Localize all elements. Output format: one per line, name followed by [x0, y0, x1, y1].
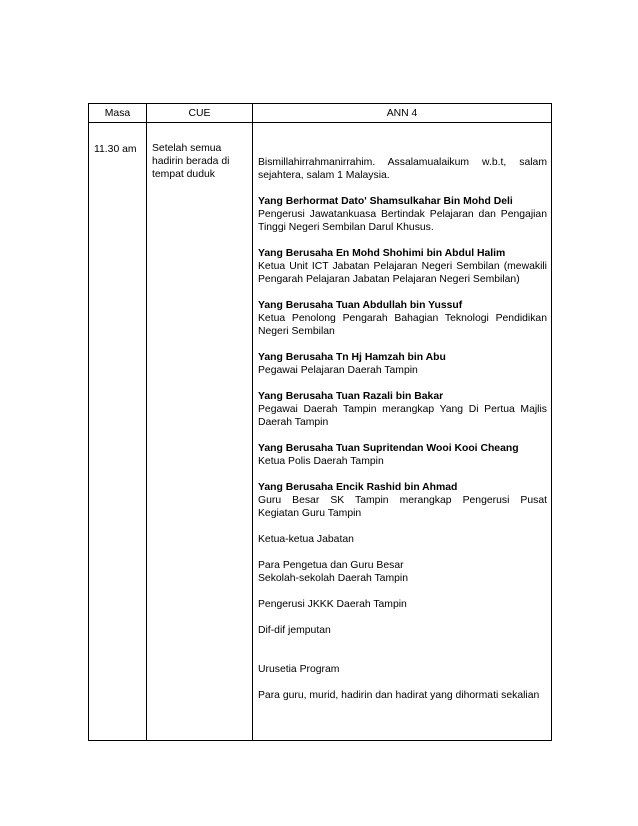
opening-greeting [258, 156, 547, 182]
dignitary-entry [258, 299, 547, 338]
greeting-jemputan [258, 624, 547, 637]
dignitary-entry [258, 390, 547, 429]
dignitary-title-line: Ketua Penolong Pengarah Bahagian Teknologi Pendidikan [258, 313, 547, 324]
greeting-ketua-jabatan [258, 533, 547, 546]
greeting-line: Dif-dif jemputan [258, 625, 331, 636]
header-ann: ANN 4 [253, 104, 552, 123]
greeting-line: Urusetia Program [258, 664, 340, 675]
dignitary-name: Yang Berusaha En Mohd Shohimi bin Abdul Halim [258, 248, 506, 259]
cue-line: hadirin berada di [152, 156, 230, 167]
dignitary-name: Yang Berusaha Encik Rashid bin Ahmad [258, 482, 458, 493]
dignitary-title-line: Pengarah Pelajaran Jabatan Pelajaran Negeri Sembilan) [258, 274, 520, 285]
greeting-line: Pengerusi JKKK Daerah Tampin [258, 599, 407, 610]
dignitary-title-line: Kegiatan Guru Tampin [258, 508, 362, 519]
dignitary-name: Yang Berusaha Tuan Supritendan Wooi Kooi Cheang [258, 443, 519, 454]
dignitary-name: Yang Berusaha Tuan Abdullah bin Yussuf [258, 300, 463, 311]
greeting-jkkk [258, 598, 547, 611]
dignitary-name: Yang Berusaha Tn Hj Hamzah bin Abu [258, 352, 446, 363]
dignitary-entry [258, 351, 547, 377]
dignitary-title-line: Pegawai Pelajaran Daerah Tampin [258, 365, 418, 376]
cue-cell [147, 123, 253, 741]
dignitary-title-line: Ketua Unit ICT Jabatan Pelajaran Negeri Sembilan (mewakili [258, 261, 547, 272]
table-header-row [89, 104, 552, 123]
dignitary-name: Yang Berhormat Dato' Shamsulkahar Bin Mohd Deli [258, 196, 513, 207]
announcement-text [253, 123, 551, 702]
dignitary-title-line: Daerah Tampin [258, 417, 329, 428]
ann-cell [253, 123, 552, 741]
greeting-line: sejahtera, salam 1 Malaysia. [258, 170, 390, 181]
masa-cell [89, 123, 147, 741]
cue-text [147, 123, 252, 181]
greeting-pengetua [258, 559, 547, 585]
greeting-line: Sekolah-sekolah Daerah Tampin [258, 573, 408, 584]
greeting-line: Para guru, murid, hadirin dan hadirat yang dihormati sekalian [258, 690, 540, 701]
cue-line: Setelah semua [152, 143, 222, 154]
dignitary-entry [258, 195, 547, 234]
header-masa: Masa [89, 104, 147, 123]
dignitary-entry [258, 247, 547, 286]
dignitary-title-line: Negeri Sembilan [258, 326, 335, 337]
table-row [89, 123, 552, 741]
dignitary-title-line: Tinggi Negeri Sembilan Darul Khusus. [258, 222, 434, 233]
cue-line: tempat duduk [152, 169, 215, 180]
greeting-line: Para Pengetua dan Guru Besar [258, 560, 404, 571]
dignitary-title-line: Ketua Polis Daerah Tampin [258, 456, 384, 467]
greeting-hadirin [258, 689, 547, 702]
header-cue: CUE [147, 104, 253, 123]
dignitary-name: Yang Berusaha Tuan Razali bin Bakar [258, 391, 444, 402]
dignitary-entry [258, 442, 547, 468]
greeting-line: Bismillahirrahmanirrahim. Assalamualaikum w.b.t, salam [258, 157, 547, 168]
dignitary-title-line: Guru Besar SK Tampin merangkap Pengerusi Pusat [258, 495, 547, 506]
dignitary-entry [258, 481, 547, 520]
greeting-urusetia [258, 663, 547, 676]
greeting-line: Ketua-ketua Jabatan [258, 534, 354, 545]
dignitary-title-line: Pegawai Daerah Tampin merangkap Yang Di Pertua Majlis [258, 404, 547, 415]
dignitary-title-line: Pengerusi Jawatankuasa Bertindak Pelajaran dan Pengajian [258, 209, 547, 220]
masa-time: 11.30 am [94, 144, 137, 155]
program-script-table [88, 103, 552, 741]
